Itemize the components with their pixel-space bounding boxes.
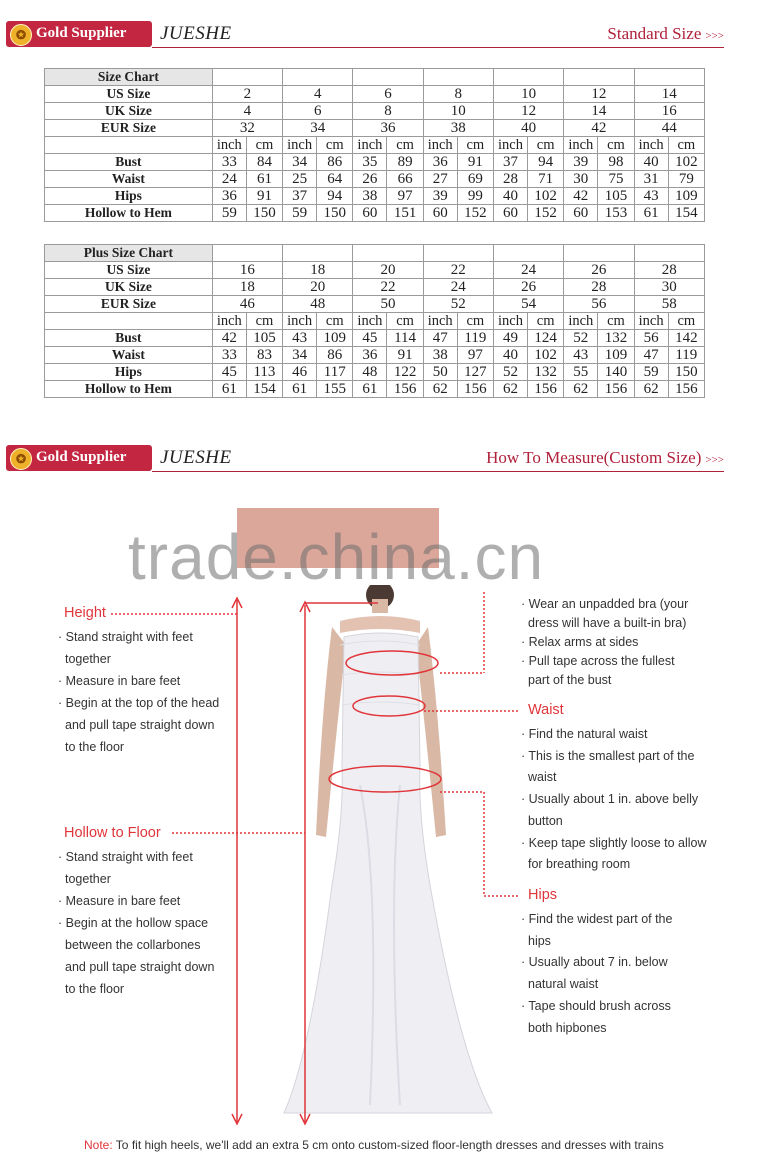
instruction-line: · Begin at the top of the head — [58, 696, 220, 710]
arrows-icon: >>> — [705, 454, 724, 466]
instruction-line: for breathing room — [528, 857, 631, 872]
instruction-line: part of the bust — [528, 673, 612, 687]
instruction-line: to the floor — [65, 982, 125, 996]
us-size-cell: 10 — [493, 86, 563, 103]
waist-instructions — [521, 724, 707, 876]
instruction-line: between the collarbones — [65, 938, 201, 952]
eur-size-cell: 52 — [423, 296, 493, 313]
hips-cell: 43 — [634, 188, 668, 205]
us-size-cell: 26 — [564, 262, 634, 279]
instruction-line: · Find the widest part of the — [521, 912, 673, 926]
instruction-line: to the floor — [65, 740, 125, 754]
hips-cell: 40 — [493, 188, 527, 205]
unit-inch: inch — [353, 137, 387, 154]
hips-label: Hips — [45, 364, 213, 381]
waist-cell: 64 — [317, 171, 353, 188]
us-size-label: US Size — [45, 262, 213, 279]
eur-size-cell: 32 — [212, 120, 282, 137]
uk-size-cell: 6 — [283, 103, 353, 120]
hollow-to-hem-cell: 62 — [423, 381, 457, 398]
hips-cell: 45 — [212, 364, 246, 381]
unit-cm: cm — [598, 313, 634, 330]
us-size-cell: 18 — [283, 262, 353, 279]
eur-size-cell: 56 — [564, 296, 634, 313]
hollow-to-hem-label: Hollow to Hem — [45, 205, 213, 222]
instruction-line: · This is the smallest part of the — [521, 748, 695, 763]
eur-size-cell: 46 — [212, 296, 282, 313]
watermark: trade.china.cn — [128, 521, 545, 593]
hips-cell: 105 — [598, 188, 634, 205]
uk-size-cell: 30 — [634, 279, 704, 296]
unit-cm: cm — [668, 313, 704, 330]
hollow-to-hem-cell: 152 — [457, 205, 493, 222]
instruction-line: together — [65, 872, 111, 886]
unit-inch: inch — [564, 137, 598, 154]
uk-size-cell: 14 — [564, 103, 634, 120]
hollow-to-hem-cell: 62 — [634, 381, 668, 398]
waist-cell: 83 — [246, 347, 282, 364]
waist-cell: 69 — [457, 171, 493, 188]
instruction-line: · Relax arms at sides — [521, 635, 639, 649]
waist-title: Waist — [528, 702, 564, 718]
instruction-line: together — [65, 652, 111, 666]
us-size-cell: 16 — [212, 262, 282, 279]
uk-size-cell: 4 — [212, 103, 282, 120]
unit-inch: inch — [283, 313, 317, 330]
bust-cell: 35 — [353, 154, 387, 171]
hollow-to-hem-cell: 61 — [353, 381, 387, 398]
eur-size-cell: 38 — [423, 120, 493, 137]
unit-cm: cm — [598, 137, 634, 154]
hollow-to-hem-cell: 61 — [634, 205, 668, 222]
hollow-to-hem-cell: 61 — [283, 381, 317, 398]
bust-cell: 40 — [634, 154, 668, 171]
unit-cm: cm — [387, 313, 423, 330]
unit-cm: cm — [246, 137, 282, 154]
hips-cell: 150 — [668, 364, 704, 381]
instruction-line: natural waist — [528, 977, 599, 992]
unit-cm: cm — [317, 313, 353, 330]
hollow-to-hem-cell: 60 — [564, 205, 598, 222]
link-label: Standard Size — [607, 24, 702, 43]
instruction-line: both hipbones — [528, 1020, 607, 1035]
uk-size-cell: 8 — [353, 103, 423, 120]
hips-cell: 55 — [564, 364, 598, 381]
instruction-line: · Pull tape across the fullest — [521, 654, 675, 668]
instruction-line: · Wear an unpadded bra (your — [521, 597, 689, 611]
instruction-line: · Usually about 7 in. below — [521, 955, 668, 970]
hollow-to-hem-cell: 154 — [668, 205, 704, 222]
uk-size-cell: 26 — [493, 279, 563, 296]
waist-cell: 47 — [634, 347, 668, 364]
hips-cell: 36 — [212, 188, 246, 205]
brand-name: JUESHE — [160, 23, 232, 44]
chart-title: Plus Size Chart — [45, 245, 213, 262]
footnote — [84, 1138, 664, 1152]
hips-cell: 140 — [598, 364, 634, 381]
instruction-line: and pull tape straight down — [65, 718, 215, 732]
waist-label: Waist — [45, 171, 213, 188]
bust-cell: 36 — [423, 154, 457, 171]
waist-cell: 40 — [493, 347, 527, 364]
hips-label: Hips — [45, 188, 213, 205]
bust-cell: 86 — [317, 154, 353, 171]
waist-cell: 30 — [564, 171, 598, 188]
bust-cell: 142 — [668, 330, 704, 347]
bust-instructions — [521, 595, 688, 690]
unit-cm: cm — [457, 313, 493, 330]
bust-cell: 45 — [353, 330, 387, 347]
hollow-to-hem-cell: 156 — [387, 381, 423, 398]
waist-cell: 26 — [353, 171, 387, 188]
unit-inch: inch — [634, 313, 668, 330]
waist-cell: 61 — [246, 171, 282, 188]
hips-cell: 122 — [387, 364, 423, 381]
hollow-to-hem-cell: 62 — [493, 381, 527, 398]
unit-inch: inch — [564, 313, 598, 330]
instruction-line: · Stand straight with feet — [58, 630, 193, 644]
hips-cell: 102 — [528, 188, 564, 205]
hips-cell: 109 — [668, 188, 704, 205]
hips-cell: 91 — [246, 188, 282, 205]
note-label: Note: — [84, 1138, 113, 1152]
bust-cell: 105 — [246, 330, 282, 347]
instruction-line: · Measure in bare feet — [58, 674, 181, 688]
waist-cell: 102 — [528, 347, 564, 364]
unit-cm: cm — [528, 137, 564, 154]
hollow-to-hem-cell: 153 — [598, 205, 634, 222]
eur-size-label: EUR Size — [45, 120, 213, 137]
bust-cell: 102 — [668, 154, 704, 171]
bust-cell: 56 — [634, 330, 668, 347]
bust-cell: 39 — [564, 154, 598, 171]
instruction-line: · Usually about 1 in. above belly — [521, 792, 699, 807]
waist-cell: 36 — [353, 347, 387, 364]
hips-cell: 113 — [246, 364, 282, 381]
hips-cell: 39 — [423, 188, 457, 205]
instruction-line: button — [528, 813, 563, 828]
hollow-to-hem-cell: 156 — [598, 381, 634, 398]
us-size-cell: 6 — [353, 86, 423, 103]
unit-inch: inch — [212, 313, 246, 330]
unit-cm: cm — [387, 137, 423, 154]
badge-label: Gold Supplier — [36, 25, 127, 41]
unit-inch: inch — [423, 137, 457, 154]
waist-cell: 79 — [668, 171, 704, 188]
waist-cell: 71 — [528, 171, 564, 188]
hollow-to-hem-cell: 155 — [317, 381, 353, 398]
waist-cell: 25 — [283, 171, 317, 188]
hips-instructions — [521, 909, 672, 1039]
eur-size-cell: 34 — [283, 120, 353, 137]
us-size-cell: 8 — [423, 86, 493, 103]
bust-cell: 89 — [387, 154, 423, 171]
bust-cell: 91 — [457, 154, 493, 171]
waist-cell: 43 — [564, 347, 598, 364]
hips-cell: 50 — [423, 364, 457, 381]
waist-cell: 28 — [493, 171, 527, 188]
hips-cell: 48 — [353, 364, 387, 381]
arrows-icon: >>> — [705, 30, 724, 42]
medal-icon: ✪ — [10, 448, 32, 470]
waist-cell: 24 — [212, 171, 246, 188]
instruction-line: · Find the natural waist — [521, 727, 648, 741]
instruction-line: hips — [528, 933, 551, 948]
unit-inch: inch — [493, 313, 527, 330]
uk-size-label: UK Size — [45, 103, 213, 120]
hollow-to-hem-cell: 60 — [353, 205, 387, 222]
badge-label: Gold Supplier — [36, 449, 127, 465]
unit-cm: cm — [668, 137, 704, 154]
uk-size-cell: 20 — [283, 279, 353, 296]
waist-label: Waist — [45, 347, 213, 364]
waist-cell: 91 — [387, 347, 423, 364]
unit-inch: inch — [353, 313, 387, 330]
unit-cm: cm — [528, 313, 564, 330]
instruction-line: waist — [528, 770, 557, 785]
hips-cell: 127 — [457, 364, 493, 381]
waist-cell: 86 — [317, 347, 353, 364]
us-size-cell: 22 — [423, 262, 493, 279]
bust-cell: 37 — [493, 154, 527, 171]
bust-cell: 42 — [212, 330, 246, 347]
us-size-cell: 28 — [634, 262, 704, 279]
hollow-to-hem-cell: 154 — [246, 381, 282, 398]
unit-cm: cm — [246, 313, 282, 330]
bust-cell: 94 — [528, 154, 564, 171]
bust-cell: 33 — [212, 154, 246, 171]
hollow-to-hem-cell: 156 — [457, 381, 493, 398]
chart-title: Size Chart — [45, 69, 213, 86]
note-text: To fit high heels, we'll add an extra 5 cm onto custom-sized floor-length dresses and dresses with trains — [112, 1138, 664, 1152]
instruction-line: · Begin at the hollow space — [58, 916, 209, 930]
hollow-to-hem-cell: 59 — [212, 205, 246, 222]
uk-size-cell: 28 — [564, 279, 634, 296]
bust-cell: 124 — [528, 330, 564, 347]
hips-cell: 38 — [353, 188, 387, 205]
link-label: How To Measure(Custom Size) — [486, 448, 702, 467]
unit-cm: cm — [317, 137, 353, 154]
us-size-cell: 24 — [493, 262, 563, 279]
us-size-cell: 2 — [212, 86, 282, 103]
hollow-to-hem-cell: 60 — [493, 205, 527, 222]
waist-cell: 75 — [598, 171, 634, 188]
height-instructions — [58, 626, 233, 758]
unit-inch: inch — [212, 137, 246, 154]
eur-size-cell: 50 — [353, 296, 423, 313]
uk-size-cell: 24 — [423, 279, 493, 296]
bust-cell: 34 — [283, 154, 317, 171]
waist-cell: 27 — [423, 171, 457, 188]
hips-cell: 97 — [387, 188, 423, 205]
instruction-line: · Stand straight with feet — [58, 850, 193, 864]
instruction-line: · Measure in bare feet — [58, 894, 181, 908]
instruction-line: · Tape should brush across — [521, 998, 671, 1013]
us-size-cell: 20 — [353, 262, 423, 279]
hips-title: Hips — [528, 887, 558, 903]
eur-size-cell: 40 — [493, 120, 563, 137]
hips-cell: 132 — [528, 364, 564, 381]
height-title: Height — [64, 605, 106, 621]
hollow-to-hem-cell: 151 — [387, 205, 423, 222]
bust-label: Bust — [45, 154, 213, 171]
bust-cell: 114 — [387, 330, 423, 347]
bust-cell: 49 — [493, 330, 527, 347]
instruction-line: · Keep tape slightly loose to allow — [521, 835, 707, 850]
waist-cell: 34 — [283, 347, 317, 364]
eur-size-cell: 42 — [564, 120, 634, 137]
waist-cell: 119 — [668, 347, 704, 364]
unit-inch: inch — [283, 137, 317, 154]
hips-cell: 117 — [317, 364, 353, 381]
waist-cell: 31 — [634, 171, 668, 188]
eur-size-cell: 48 — [283, 296, 353, 313]
us-size-cell: 4 — [283, 86, 353, 103]
eur-size-cell: 44 — [634, 120, 704, 137]
bust-label: Bust — [45, 330, 213, 347]
instruction-line: dress will have a built-in bra) — [528, 616, 687, 630]
eur-size-cell: 58 — [634, 296, 704, 313]
hips-cell: 59 — [634, 364, 668, 381]
hollow-to-hem-label: Hollow to Hem — [45, 381, 213, 398]
eur-size-cell: 36 — [353, 120, 423, 137]
uk-size-cell: 12 — [493, 103, 563, 120]
bust-cell: 47 — [423, 330, 457, 347]
us-size-cell: 12 — [564, 86, 634, 103]
hollow-to-hem-cell: 61 — [212, 381, 246, 398]
bust-cell: 132 — [598, 330, 634, 347]
instruction-line: and pull tape straight down — [65, 960, 215, 974]
uk-size-cell: 10 — [423, 103, 493, 120]
hollow-to-hem-cell: 59 — [283, 205, 317, 222]
hollow-instructions — [58, 846, 233, 1000]
uk-size-cell: 16 — [634, 103, 704, 120]
waist-cell: 97 — [457, 347, 493, 364]
unit-inch: inch — [634, 137, 668, 154]
unit-cm: cm — [457, 137, 493, 154]
hollow-to-hem-cell: 150 — [246, 205, 282, 222]
bust-cell: 52 — [564, 330, 598, 347]
hips-cell: 99 — [457, 188, 493, 205]
hips-cell: 42 — [564, 188, 598, 205]
hips-cell: 94 — [317, 188, 353, 205]
hollow-to-hem-cell: 60 — [423, 205, 457, 222]
unit-inch: inch — [423, 313, 457, 330]
hips-cell: 37 — [283, 188, 317, 205]
unit-inch: inch — [493, 137, 527, 154]
hollow-to-hem-cell: 152 — [528, 205, 564, 222]
waist-cell: 33 — [212, 347, 246, 364]
hips-cell: 46 — [283, 364, 317, 381]
us-size-cell: 14 — [634, 86, 704, 103]
hollow-to-hem-cell: 62 — [564, 381, 598, 398]
bust-cell: 109 — [317, 330, 353, 347]
uk-size-cell: 18 — [212, 279, 282, 296]
bust-cell: 119 — [457, 330, 493, 347]
medal-icon: ✪ — [10, 24, 32, 46]
hollow-to-hem-cell: 150 — [317, 205, 353, 222]
hips-cell: 52 — [493, 364, 527, 381]
waist-cell: 66 — [387, 171, 423, 188]
eur-size-cell: 54 — [493, 296, 563, 313]
waist-cell: 38 — [423, 347, 457, 364]
bust-cell: 43 — [283, 330, 317, 347]
us-size-label: US Size — [45, 86, 213, 103]
uk-size-cell: 22 — [353, 279, 423, 296]
bust-cell: 84 — [246, 154, 282, 171]
brand-name: JUESHE — [160, 447, 232, 468]
hollow-to-floor-title: Hollow to Floor — [64, 825, 161, 841]
eur-size-label: EUR Size — [45, 296, 213, 313]
uk-size-label: UK Size — [45, 279, 213, 296]
hollow-to-hem-cell: 156 — [668, 381, 704, 398]
bust-cell: 98 — [598, 154, 634, 171]
waist-cell: 109 — [598, 347, 634, 364]
hollow-to-hem-cell: 156 — [528, 381, 564, 398]
